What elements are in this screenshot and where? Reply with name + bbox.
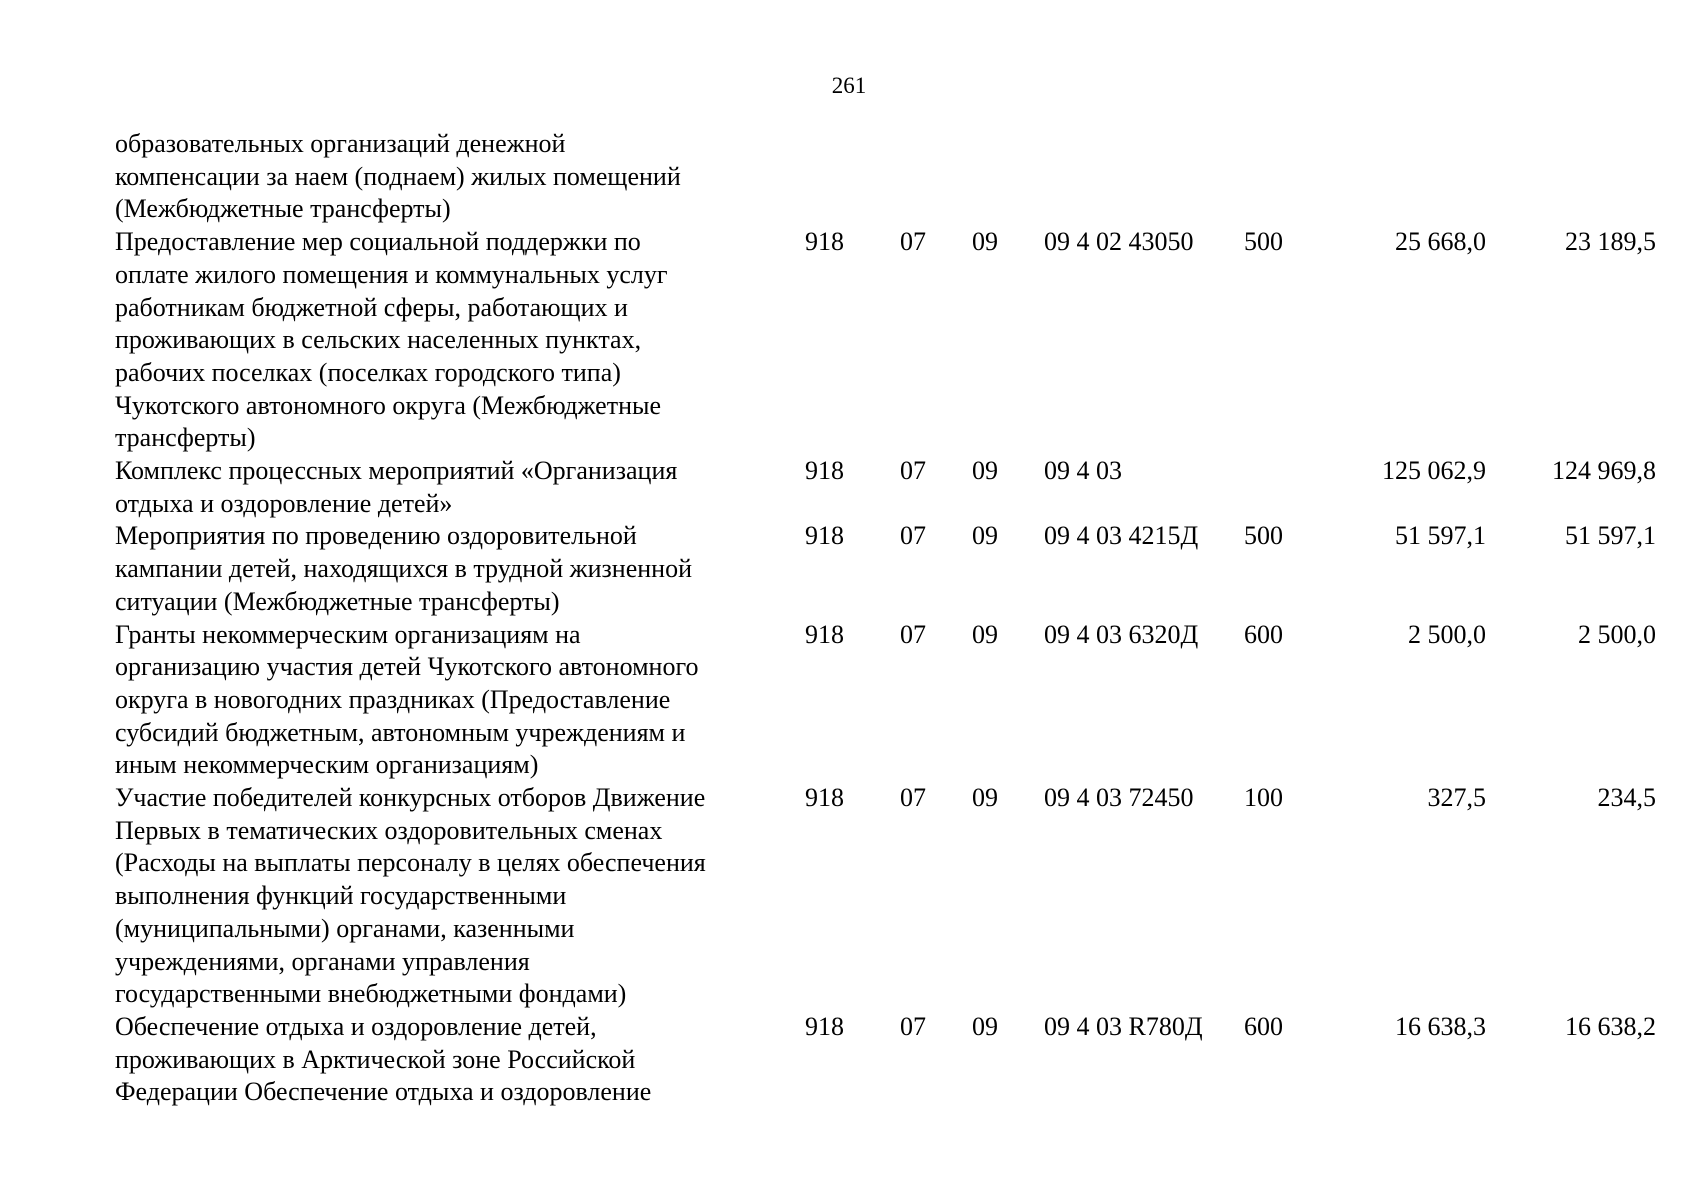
row-name-cell [115, 128, 790, 226]
row-name-line: округа в новогодних праздниках (Предоставление [115, 684, 671, 714]
amount-year1-cell: 25 668,0 [1395, 227, 1486, 257]
row-name-line: Первых в тематических оздоровительных сменах [115, 815, 663, 845]
amount-year1-cell: 125 062,9 [1382, 456, 1486, 486]
row-name-line: проживающих в Арктической зоне Российской [115, 1044, 636, 1074]
section-code-cell: 07 [900, 227, 926, 257]
row-name-line: компенсации за наем (поднаем) жилых помещений [115, 161, 681, 191]
section-code-cell: 07 [900, 619, 926, 649]
department-code-cell: 918 [805, 456, 844, 486]
row-name-cell [115, 619, 790, 783]
row-name-cell [115, 455, 790, 520]
row-name-line: иным некоммерческим организациям) [115, 750, 539, 780]
section-code-cell: 07 [900, 783, 926, 813]
row-name-line: проживающих в сельских населенных пунктах, [115, 325, 642, 355]
expense-type-cell: 500 [1244, 227, 1283, 257]
row-name-line: Гранты некоммерческим организациям на [115, 619, 581, 649]
amount-year2-cell: 2 500,0 [1578, 619, 1656, 649]
row-name-line: Участие победителей конкурсных отборов Движение [115, 783, 706, 813]
department-code-cell: 918 [805, 619, 844, 649]
amount-year1-cell: 327,5 [1427, 783, 1486, 813]
amount-year2-cell: 234,5 [1597, 783, 1656, 813]
row-name-line: государственными внебюджетными фондами) [115, 979, 627, 1009]
amount-year2-cell: 124 969,8 [1552, 456, 1656, 486]
department-code-cell: 918 [805, 521, 844, 551]
table-row [115, 619, 1656, 783]
expense-type-cell: 100 [1244, 783, 1283, 813]
row-name-line: Мероприятия по проведению оздоровительной [115, 521, 637, 551]
row-name-cell [115, 226, 790, 455]
target-article-cell: 09 4 03 R780Д [1044, 1011, 1203, 1041]
table-body [115, 128, 1656, 1109]
amount-year2-cell: 51 597,1 [1565, 521, 1656, 551]
amount-year2-cell: 23 189,5 [1565, 227, 1656, 257]
row-name-line: Предоставление мер социальной поддержки по [115, 227, 641, 257]
row-name-cell [115, 1011, 790, 1109]
target-article-cell: 09 4 02 43050 [1044, 227, 1194, 257]
target-article-cell: 09 4 03 [1044, 456, 1122, 486]
subsection-code-cell: 09 [972, 521, 998, 551]
table-row [115, 128, 1656, 226]
table-row [115, 1011, 1656, 1109]
row-name-cell [115, 520, 790, 618]
section-code-cell: 07 [900, 521, 926, 551]
row-name-line: рабочих поселках (поселках городского типа) [115, 357, 621, 387]
row-name-line: Чукотского автономного округа (Межбюджетные [115, 390, 661, 420]
row-name-line: ситуации (Межбюджетные трансферты) [115, 586, 560, 616]
table-row [115, 226, 1656, 455]
budget-table [115, 128, 1656, 1109]
row-name-cell [115, 782, 790, 1011]
table-row [115, 782, 1656, 1011]
row-name-line: работникам бюджетной сферы, работающих и [115, 292, 628, 322]
subsection-code-cell: 09 [972, 1011, 998, 1041]
target-article-cell [1044, 128, 1244, 226]
row-name-line: трансферты) [115, 423, 256, 453]
row-name-line: субсидий бюджетным, автономным учреждениям и [115, 717, 686, 747]
department-code-cell: 918 [805, 783, 844, 813]
section-code-cell: 07 [900, 1011, 926, 1041]
row-name-line: (муниципальными) органами, казенными [115, 913, 575, 943]
subsection-code-cell: 09 [972, 227, 998, 257]
row-name-line: (Межбюджетные трансферты) [115, 194, 451, 224]
row-name-line: учреждениями, органами управления [115, 946, 530, 976]
row-name-line: (Расходы на выплаты персоналу в целях обеспечения [115, 848, 706, 878]
expense-type-cell: 500 [1244, 521, 1283, 551]
target-article-cell: 09 4 03 72450 [1044, 783, 1194, 813]
row-name-line: кампании детей, находящихся в трудной жизненной [115, 554, 692, 584]
expense-type-cell: 600 [1244, 1011, 1283, 1041]
section-code-cell [900, 128, 972, 226]
row-name-line: Обеспечение отдыха и оздоровление детей, [115, 1011, 597, 1041]
table-row [115, 520, 1656, 618]
row-name-line: отдыха и оздоровление детей» [115, 488, 453, 518]
section-code-cell: 07 [900, 456, 926, 486]
row-name-line: Комплекс процессных мероприятий «Организация [115, 456, 678, 486]
expense-type-cell [1244, 128, 1354, 226]
expense-type-cell [1244, 455, 1354, 520]
row-name-line: организацию участия детей Чукотского автономного [115, 652, 699, 682]
table-row [115, 455, 1656, 520]
amount-year2-cell: 16 638,2 [1565, 1011, 1656, 1041]
row-name-line: Федерации Обеспечение отдыха и оздоровление [115, 1077, 652, 1107]
amount-year1-cell: 2 500,0 [1408, 619, 1486, 649]
page-number: 261 [831, 73, 867, 98]
row-name-line: выполнения функций государственными [115, 881, 567, 911]
row-name-line: оплате жилого помещения и коммунальных услуг [115, 259, 668, 289]
amount-year1-cell [1354, 128, 1486, 226]
target-article-cell: 09 4 03 4215Д [1044, 521, 1199, 551]
target-article-cell: 09 4 03 6320Д [1044, 619, 1199, 649]
subsection-code-cell: 09 [972, 783, 998, 813]
amount-year1-cell: 16 638,3 [1395, 1011, 1486, 1041]
row-name-line: образовательных организаций денежной [115, 129, 566, 158]
department-code-cell: 918 [805, 227, 844, 257]
department-code-cell: 918 [805, 1011, 844, 1041]
subsection-code-cell: 09 [972, 619, 998, 649]
amount-year1-cell: 51 597,1 [1395, 521, 1486, 551]
department-code-cell [790, 128, 900, 226]
amount-year2-cell [1486, 128, 1656, 226]
subsection-code-cell [972, 128, 1044, 226]
subsection-code-cell: 09 [972, 456, 998, 486]
expense-type-cell: 600 [1244, 619, 1283, 649]
